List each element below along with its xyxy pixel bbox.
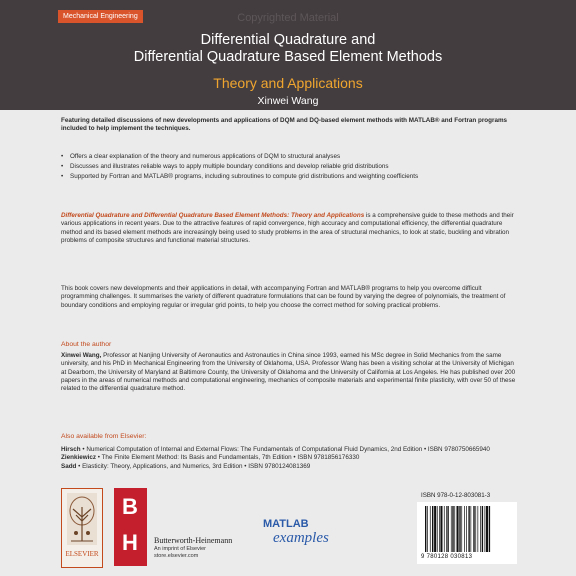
matlab-wordmark: MATLAB [263,518,309,530]
also-available-heading: Also available from Elsevier: [61,433,147,440]
bh-imprint-info [154,546,206,559]
feature-list [61,153,517,182]
description-book-title: Differential Quadrature and Differential Quadrature Based Element Methods: Theory and Applications [61,212,365,219]
header-banner [0,0,576,110]
feature-item: • Discusses and illustrates reliable ways to apply multiple boundary conditions and develop reliable grid distributions [61,163,517,171]
related-book-author: Zienkiewicz [61,454,96,462]
bh-letter-b: B [122,494,138,519]
related-book-details: • Elasticity: Theory, Applications, and Numerics, 3rd Edition • ISBN 9780124081369 [76,462,311,470]
bh-store: store.elsevier.com [154,552,199,559]
related-book-details: • The Finite Element Method: Its Basis and Fundamentals, 7th Edition • ISBN 9781856176330 [96,454,360,462]
barcode-bars [423,506,511,554]
elsevier-logo [61,488,103,568]
book-subtitle: Theory and Applications [213,75,363,91]
bh-wordmark: Butterworth-Heinemann [154,536,233,545]
elsevier-tree-icon [67,493,97,545]
feature-item: • Offers a clear explanation of the theory and numerous applications of DQM to structural analyses [61,153,517,161]
barcode-digits: 9 780128 030813 [421,554,473,560]
about-author-text [61,352,517,393]
title-line-2: Differential Quadrature Based Element Methods [133,49,443,65]
matlab-examples-logo [263,518,343,560]
bh-letter-h: H [122,530,138,555]
related-book [61,446,517,454]
elsevier-wordmark: ELSEVIER [65,550,99,558]
about-author-heading: About the author [61,341,112,348]
isbn-label: ISBN 978-0-12-803081-3 [421,492,491,499]
related-book-author: Sadd [61,462,77,470]
category-tag: Mechanical Engineering [58,10,143,23]
barcode [417,502,517,564]
bh-imprint: An imprint of Elsevier [154,546,206,552]
related-book [61,454,517,462]
description-paragraph-2: This book covers new developments and their applications in detail, with accompanying Fortran and MATLAB® programs to help you overcome difficult programming challenges. It summarises the variety of different quadrature formulations that can be found by varying the degree of polynomials, the treatment of boundary conditions and employing regular or irregular grid points, to help you choose the correct method for solving practical problems. [61,285,506,309]
description-paragraph [61,212,517,245]
intro-text: Featuring detailed discussions of new developments and applications of DQM and DQ-based element methods with MATLAB® and Fortran programs included to help implement the techniques. [61,117,508,133]
related-book [61,463,517,471]
about-author-bio: Professor at Nanjing University of Aeronautics and Astronautics in China since 1993, earned his MSc degree in Solid Mechanics from the same university, and his PhD in Mechanical Engineering from the University of Oklahoma, USA. Professor Wang has been a visiting scholar at the University of Michigan at Dearborn, the University of Maryland at Baltimore County, the University of Oklahoma and the University of California at Los Angeles. He has published over 200 papers in the areas of numerical methods and computational engineering, mechanics of composite materials and experimental finite plasticity, with over 50 of these related to the differential quadrature method. [61,352,516,393]
description-text: is a comprehensive guide to these methods and their various applications in recent years. Due to the attractive features of rapid convergence, high accuracy and computational efficiency, the differential quadrature method and its based element methods are increasingly being used to study problems in the area of structural mechanics, to look at static, buckling and vibration problems of composite structures and functional material structures. [61,212,514,244]
title-line-1: Differential Quadrature and [200,32,376,48]
butterworth-heinemann-logo [114,488,147,566]
book-title [0,32,576,66]
also-available-list [61,446,517,471]
author-name: Xinwei Wang [257,95,319,107]
examples-wordmark: examples [273,530,329,546]
publisher-footer [61,488,517,568]
feature-item: • Supported by Fortran and MATLAB® programs, including subroutines to compute grid distributions and weighting coefficients [61,173,517,181]
copyright-watermark: Copyrighted Material [237,12,339,24]
about-author-name: Xinwei Wang, [61,352,102,359]
related-book-author: Hirsch [61,446,81,453]
related-book-details: • Numerical Computation of Internal and External Flows: The Fundamentals of Computational Fluid Dynamics, 2nd Edition • ISBN 9780750665940 [80,446,490,453]
